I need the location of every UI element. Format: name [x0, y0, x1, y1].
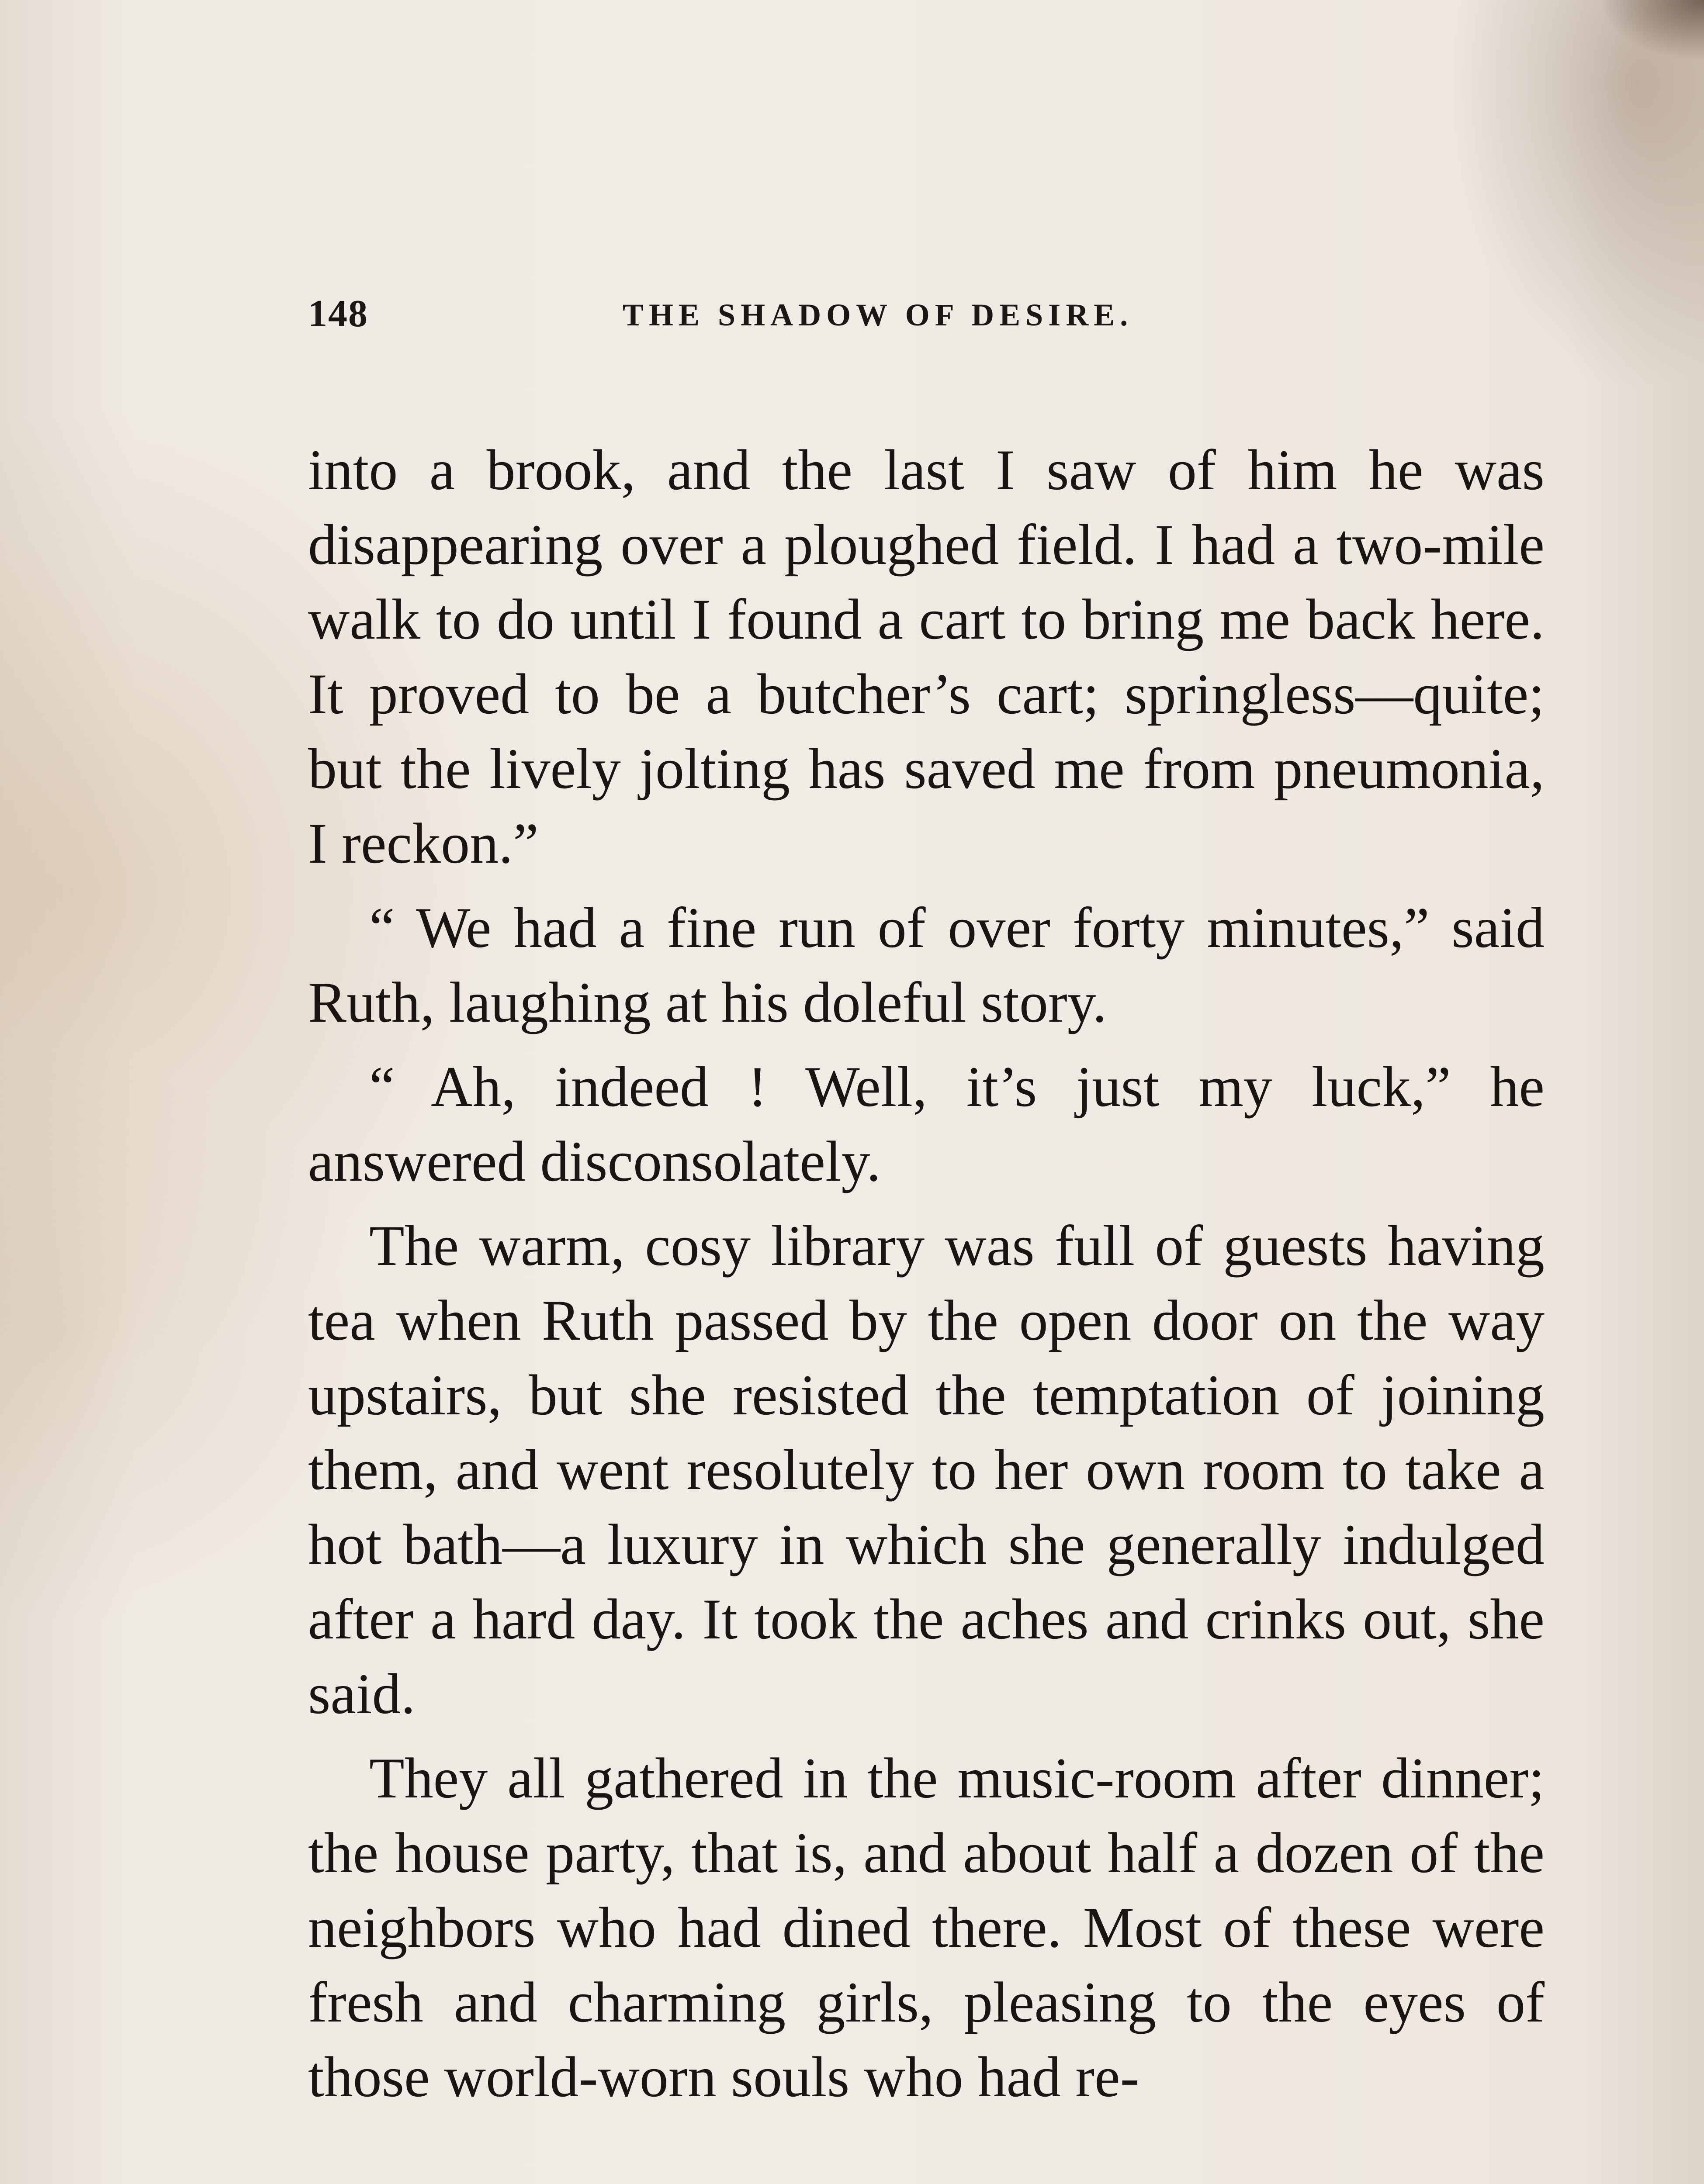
page-header: [308, 292, 1545, 340]
paragraph: “ We had a fine run of over forty minutes,” said Ruth, laughing at his doleful story.: [308, 895, 1545, 1034]
paragraph: The warm, cosy library was full of guests having tea when Ruth passed by the open door on the way upstairs, but she resisted the temptation of joining them, and went resolutely to her own room to take a hot bath—a luxury in which she generally indulged after a hard day. It took the aches and crinks out, she said.: [308, 1213, 1545, 1726]
paragraph: “ Ah, indeed ! Well, it’s just my luck,” he answered disconsolately.: [308, 1054, 1545, 1193]
page-corner-shadow: [1599, 0, 1704, 61]
page-number: 148: [308, 293, 368, 335]
paragraph: into a brook, and the last I saw of him he was disappearing over a ploughed field. I had a two-mile walk to do until I found a cart to bring me back here. It proved to be a butcher’s cart; springless—quite; but the lively jolting has saved me from pneumonia, I reckon.”: [308, 438, 1545, 875]
body-text: [308, 432, 1545, 2124]
paragraph: They all gathered in the music-room after dinner; the house party, that is, and about half a dozen of the neighbors who had dined there. Most of these were fresh and charming girls, pleasing to the eyes of those world-worn souls who had re-: [308, 1746, 1545, 2109]
running-head: THE SHADOW OF DESIRE.: [623, 297, 1133, 332]
